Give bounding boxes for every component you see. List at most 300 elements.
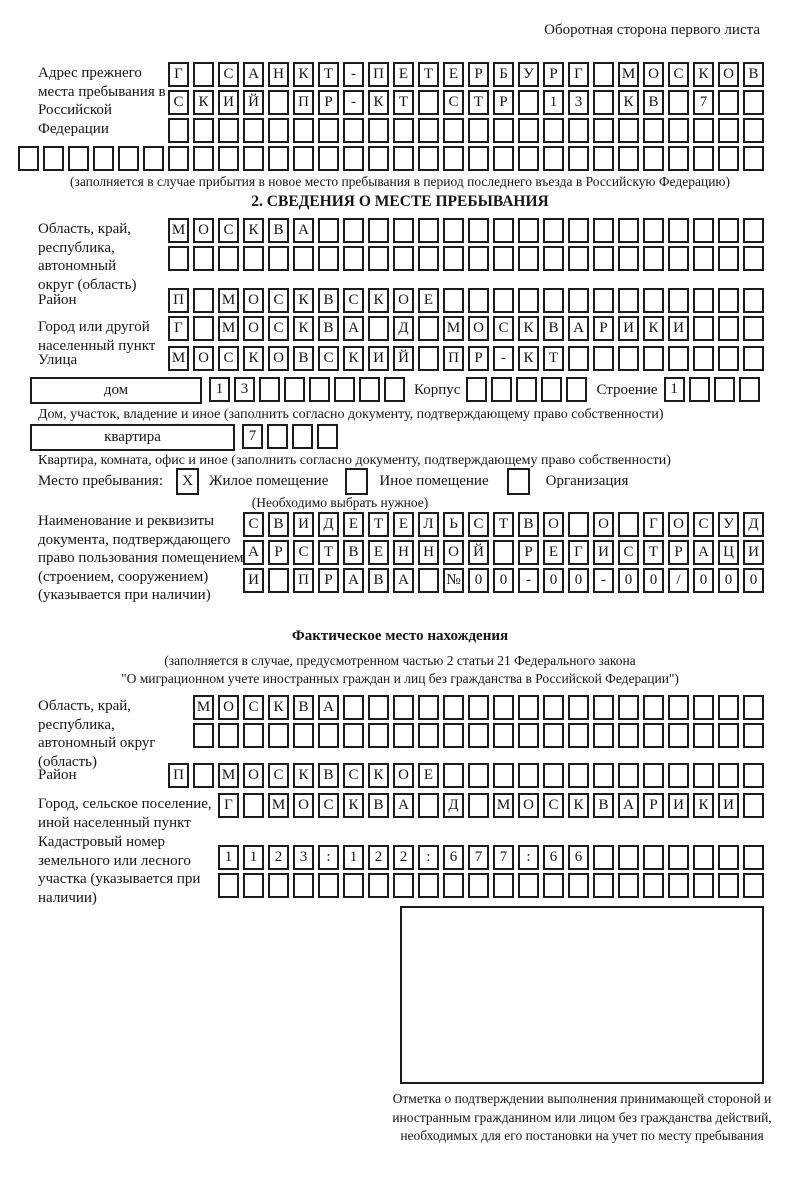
char-box[interactable]: 6 — [543, 845, 564, 870]
char-box[interactable]: Т — [493, 512, 514, 537]
char-box[interactable]: Г — [168, 62, 189, 87]
char-box[interactable]: У — [518, 62, 539, 87]
char-box[interactable] — [493, 723, 514, 748]
char-box[interactable]: - — [343, 62, 364, 87]
char-box[interactable]: 6 — [568, 845, 589, 870]
char-box[interactable]: И — [743, 540, 764, 565]
char-box[interactable] — [293, 246, 314, 271]
char-box[interactable] — [743, 845, 764, 870]
char-box[interactable] — [693, 246, 714, 271]
char-box[interactable] — [343, 118, 364, 143]
char-box[interactable] — [259, 377, 280, 402]
char-box[interactable] — [443, 118, 464, 143]
char-box[interactable]: 1 — [664, 377, 685, 402]
char-box[interactable] — [443, 146, 464, 171]
char-box[interactable]: Г — [568, 62, 589, 87]
char-box[interactable] — [418, 316, 439, 341]
char-box[interactable]: В — [318, 763, 339, 788]
char-box[interactable]: П — [368, 62, 389, 87]
char-box[interactable] — [318, 118, 339, 143]
char-box[interactable]: А — [243, 62, 264, 87]
char-box[interactable] — [543, 723, 564, 748]
char-box[interactable] — [693, 845, 714, 870]
char-box[interactable] — [418, 346, 439, 371]
char-box[interactable]: 3 — [568, 90, 589, 115]
char-box[interactable]: 7 — [242, 424, 263, 449]
char-box[interactable] — [543, 873, 564, 898]
char-box[interactable] — [568, 288, 589, 313]
char-box[interactable]: О — [293, 793, 314, 818]
char-box[interactable] — [518, 118, 539, 143]
char-box[interactable] — [566, 377, 587, 402]
char-box[interactable] — [268, 90, 289, 115]
char-box[interactable] — [268, 568, 289, 593]
char-box[interactable] — [243, 793, 264, 818]
char-box[interactable] — [693, 695, 714, 720]
char-box[interactable] — [468, 218, 489, 243]
char-box[interactable] — [93, 146, 114, 171]
char-box[interactable]: - — [593, 568, 614, 593]
char-box[interactable]: О — [543, 512, 564, 537]
char-box[interactable]: П — [168, 763, 189, 788]
char-box[interactable]: Р — [668, 540, 689, 565]
char-box[interactable] — [493, 540, 514, 565]
char-box[interactable] — [543, 763, 564, 788]
char-box[interactable] — [718, 346, 739, 371]
char-box[interactable] — [643, 723, 664, 748]
char-box[interactable] — [618, 218, 639, 243]
char-box[interactable]: А — [393, 793, 414, 818]
char-box[interactable]: О — [668, 512, 689, 537]
char-box[interactable] — [393, 118, 414, 143]
char-box[interactable] — [293, 146, 314, 171]
char-box[interactable]: Г — [218, 793, 239, 818]
char-box[interactable] — [193, 723, 214, 748]
char-box[interactable] — [368, 723, 389, 748]
char-box[interactable] — [443, 246, 464, 271]
char-box[interactable]: Т — [643, 540, 664, 565]
char-box[interactable]: С — [343, 288, 364, 313]
char-box[interactable] — [493, 118, 514, 143]
char-box[interactable]: Н — [393, 540, 414, 565]
char-box[interactable] — [618, 118, 639, 143]
char-box[interactable] — [739, 377, 760, 402]
char-box[interactable] — [243, 118, 264, 143]
char-box[interactable]: В — [368, 568, 389, 593]
char-box[interactable]: И — [618, 316, 639, 341]
char-box[interactable]: К — [618, 90, 639, 115]
char-box[interactable] — [568, 512, 589, 537]
char-box[interactable]: П — [443, 346, 464, 371]
char-box[interactable]: А — [568, 316, 589, 341]
char-box[interactable] — [668, 146, 689, 171]
char-box[interactable]: Р — [468, 62, 489, 87]
char-box[interactable]: К — [368, 763, 389, 788]
char-box[interactable]: Е — [443, 62, 464, 87]
char-box[interactable]: В — [318, 316, 339, 341]
char-box[interactable]: М — [268, 793, 289, 818]
char-box[interactable] — [643, 346, 664, 371]
char-box[interactable]: А — [343, 568, 364, 593]
char-box[interactable] — [493, 246, 514, 271]
char-box[interactable] — [193, 288, 214, 313]
char-box[interactable] — [643, 288, 664, 313]
char-box[interactable] — [393, 873, 414, 898]
char-box[interactable] — [693, 316, 714, 341]
char-box[interactable]: К — [268, 695, 289, 720]
char-box[interactable] — [468, 118, 489, 143]
char-box[interactable] — [543, 146, 564, 171]
char-box[interactable]: 1 — [243, 845, 264, 870]
char-box[interactable]: К — [343, 346, 364, 371]
char-box[interactable] — [368, 218, 389, 243]
char-box[interactable] — [668, 90, 689, 115]
char-box[interactable] — [693, 218, 714, 243]
char-box[interactable] — [518, 763, 539, 788]
char-box[interactable] — [368, 873, 389, 898]
char-box[interactable]: С — [218, 218, 239, 243]
char-box[interactable]: О — [393, 763, 414, 788]
char-box[interactable] — [718, 218, 739, 243]
char-box[interactable]: П — [168, 288, 189, 313]
char-box[interactable] — [743, 723, 764, 748]
char-box[interactable] — [668, 288, 689, 313]
char-box[interactable] — [468, 695, 489, 720]
char-box[interactable] — [668, 723, 689, 748]
char-box[interactable] — [318, 146, 339, 171]
char-box[interactable]: Р — [318, 568, 339, 593]
char-box[interactable] — [518, 723, 539, 748]
char-box[interactable]: А — [343, 316, 364, 341]
char-box[interactable] — [718, 288, 739, 313]
char-box[interactable]: : — [418, 845, 439, 870]
char-box[interactable] — [593, 90, 614, 115]
char-box[interactable] — [468, 723, 489, 748]
char-box[interactable]: О — [243, 316, 264, 341]
char-box[interactable] — [443, 873, 464, 898]
char-box[interactable] — [593, 346, 614, 371]
char-box[interactable] — [743, 793, 764, 818]
char-box[interactable]: О — [518, 793, 539, 818]
char-box[interactable]: Л — [418, 512, 439, 537]
char-box[interactable]: Д — [743, 512, 764, 537]
char-box[interactable]: С — [618, 540, 639, 565]
char-box[interactable] — [318, 873, 339, 898]
char-box[interactable] — [593, 873, 614, 898]
char-box[interactable]: М — [618, 62, 639, 87]
char-box[interactable]: К — [693, 62, 714, 87]
char-box[interactable]: У — [718, 512, 739, 537]
char-box[interactable]: Т — [368, 512, 389, 537]
char-box[interactable] — [568, 763, 589, 788]
char-box[interactable] — [689, 377, 710, 402]
char-box[interactable]: Р — [268, 540, 289, 565]
char-box[interactable] — [268, 118, 289, 143]
char-box[interactable]: 3 — [234, 377, 255, 402]
char-box[interactable] — [718, 316, 739, 341]
char-box[interactable] — [343, 246, 364, 271]
char-box[interactable] — [168, 146, 189, 171]
char-box[interactable]: 2 — [268, 845, 289, 870]
char-box[interactable]: Е — [543, 540, 564, 565]
char-box[interactable]: Т — [318, 62, 339, 87]
char-box[interactable]: А — [243, 540, 264, 565]
char-box[interactable] — [618, 246, 639, 271]
char-box[interactable]: - — [493, 346, 514, 371]
char-box[interactable]: К — [518, 316, 539, 341]
char-box[interactable] — [568, 146, 589, 171]
char-box[interactable] — [418, 118, 439, 143]
char-box[interactable] — [714, 377, 735, 402]
char-box[interactable]: К — [643, 316, 664, 341]
char-box[interactable] — [493, 695, 514, 720]
char-box[interactable] — [418, 873, 439, 898]
char-box[interactable]: Н — [418, 540, 439, 565]
char-box[interactable] — [718, 118, 739, 143]
char-box[interactable] — [516, 377, 537, 402]
char-box[interactable] — [418, 90, 439, 115]
char-box[interactable]: Г — [568, 540, 589, 565]
char-box[interactable]: № — [443, 568, 464, 593]
char-box[interactable] — [693, 763, 714, 788]
char-box[interactable]: С — [243, 695, 264, 720]
char-box[interactable] — [218, 723, 239, 748]
char-box[interactable]: 3 — [293, 845, 314, 870]
char-box[interactable]: К — [193, 90, 214, 115]
char-box[interactable]: Т — [468, 90, 489, 115]
char-box[interactable] — [309, 377, 330, 402]
char-box[interactable] — [693, 346, 714, 371]
char-box[interactable] — [443, 723, 464, 748]
char-box[interactable]: 1 — [218, 845, 239, 870]
char-box[interactable]: Й — [393, 346, 414, 371]
char-box[interactable] — [343, 218, 364, 243]
char-box[interactable]: В — [343, 540, 364, 565]
char-box[interactable] — [518, 146, 539, 171]
char-box[interactable] — [343, 146, 364, 171]
char-box[interactable] — [743, 763, 764, 788]
house-field-box[interactable]: дом — [30, 377, 202, 404]
char-box[interactable]: С — [693, 512, 714, 537]
char-box[interactable]: О — [393, 288, 414, 313]
char-box[interactable] — [468, 763, 489, 788]
char-box[interactable] — [368, 146, 389, 171]
char-box[interactable] — [68, 146, 89, 171]
char-box[interactable] — [334, 377, 355, 402]
char-box[interactable]: Р — [518, 540, 539, 565]
char-box[interactable] — [618, 873, 639, 898]
char-box[interactable] — [693, 146, 714, 171]
char-box[interactable]: С — [168, 90, 189, 115]
char-box[interactable] — [418, 218, 439, 243]
checkbox-residential[interactable]: X — [176, 468, 199, 495]
char-box[interactable] — [493, 218, 514, 243]
char-box[interactable]: К — [368, 288, 389, 313]
char-box[interactable] — [284, 377, 305, 402]
char-box[interactable] — [193, 118, 214, 143]
char-box[interactable]: 2 — [393, 845, 414, 870]
char-box[interactable] — [718, 146, 739, 171]
char-box[interactable]: К — [343, 793, 364, 818]
char-box[interactable] — [718, 763, 739, 788]
char-box[interactable]: М — [443, 316, 464, 341]
char-box[interactable]: К — [293, 288, 314, 313]
char-box[interactable] — [193, 246, 214, 271]
char-box[interactable]: М — [218, 763, 239, 788]
char-box[interactable]: Е — [368, 540, 389, 565]
char-box[interactable] — [668, 118, 689, 143]
char-box[interactable]: П — [293, 568, 314, 593]
char-box[interactable] — [168, 118, 189, 143]
char-box[interactable]: К — [293, 62, 314, 87]
char-box[interactable] — [293, 118, 314, 143]
char-box[interactable]: О — [193, 218, 214, 243]
char-box[interactable]: К — [368, 90, 389, 115]
char-box[interactable] — [718, 246, 739, 271]
char-box[interactable] — [384, 377, 405, 402]
char-box[interactable] — [643, 695, 664, 720]
char-box[interactable]: И — [593, 540, 614, 565]
char-box[interactable]: 0 — [568, 568, 589, 593]
char-box[interactable] — [268, 246, 289, 271]
char-box[interactable] — [668, 346, 689, 371]
char-box[interactable]: В — [518, 512, 539, 537]
char-box[interactable] — [493, 288, 514, 313]
char-box[interactable] — [568, 218, 589, 243]
char-box[interactable] — [193, 316, 214, 341]
char-box[interactable]: В — [543, 316, 564, 341]
char-box[interactable] — [268, 146, 289, 171]
char-box[interactable] — [643, 146, 664, 171]
char-box[interactable] — [359, 377, 380, 402]
char-box[interactable] — [443, 695, 464, 720]
char-box[interactable]: Р — [643, 793, 664, 818]
char-box[interactable] — [743, 246, 764, 271]
char-box[interactable]: Т — [318, 540, 339, 565]
char-box[interactable]: В — [368, 793, 389, 818]
char-box[interactable]: И — [718, 793, 739, 818]
char-box[interactable]: Д — [443, 793, 464, 818]
char-box[interactable]: 0 — [643, 568, 664, 593]
char-box[interactable] — [668, 218, 689, 243]
char-box[interactable] — [743, 695, 764, 720]
char-box[interactable] — [218, 873, 239, 898]
char-box[interactable] — [743, 346, 764, 371]
char-box[interactable] — [318, 246, 339, 271]
char-box[interactable] — [466, 377, 487, 402]
char-box[interactable] — [493, 146, 514, 171]
char-box[interactable] — [643, 873, 664, 898]
char-box[interactable]: Т — [543, 346, 564, 371]
char-box[interactable]: А — [318, 695, 339, 720]
char-box[interactable]: С — [443, 90, 464, 115]
char-box[interactable] — [518, 288, 539, 313]
char-box[interactable] — [491, 377, 512, 402]
char-box[interactable]: С — [318, 346, 339, 371]
char-box[interactable]: Й — [468, 540, 489, 565]
char-box[interactable] — [618, 512, 639, 537]
char-box[interactable]: Й — [243, 90, 264, 115]
char-box[interactable]: О — [643, 62, 664, 87]
char-box[interactable] — [693, 873, 714, 898]
char-box[interactable] — [568, 723, 589, 748]
char-box[interactable]: В — [318, 288, 339, 313]
char-box[interactable] — [268, 723, 289, 748]
char-box[interactable] — [418, 723, 439, 748]
checkbox-other-premises[interactable] — [345, 468, 368, 495]
char-box[interactable]: В — [268, 218, 289, 243]
char-box[interactable]: И — [668, 793, 689, 818]
char-box[interactable]: С — [493, 316, 514, 341]
char-box[interactable] — [618, 346, 639, 371]
char-box[interactable] — [293, 873, 314, 898]
char-box[interactable] — [468, 288, 489, 313]
char-box[interactable]: М — [218, 288, 239, 313]
char-box[interactable] — [343, 695, 364, 720]
char-box[interactable] — [267, 424, 288, 449]
char-box[interactable] — [618, 763, 639, 788]
char-box[interactable]: О — [593, 512, 614, 537]
char-box[interactable] — [593, 845, 614, 870]
char-box[interactable]: А — [618, 793, 639, 818]
char-box[interactable] — [343, 873, 364, 898]
char-box[interactable] — [718, 695, 739, 720]
char-box[interactable]: О — [268, 346, 289, 371]
char-box[interactable]: М — [218, 316, 239, 341]
char-box[interactable]: С — [243, 512, 264, 537]
char-box[interactable] — [743, 316, 764, 341]
char-box[interactable]: Р — [468, 346, 489, 371]
char-box[interactable] — [743, 218, 764, 243]
char-box[interactable]: 0 — [468, 568, 489, 593]
char-box[interactable] — [668, 695, 689, 720]
char-box[interactable]: 0 — [493, 568, 514, 593]
char-box[interactable]: Р — [543, 62, 564, 87]
char-box[interactable] — [193, 62, 214, 87]
char-box[interactable] — [743, 118, 764, 143]
char-box[interactable] — [493, 873, 514, 898]
char-box[interactable]: 0 — [543, 568, 564, 593]
char-box[interactable] — [493, 763, 514, 788]
char-box[interactable]: И — [668, 316, 689, 341]
char-box[interactable] — [593, 723, 614, 748]
char-box[interactable] — [317, 424, 338, 449]
char-box[interactable]: Е — [393, 512, 414, 537]
char-box[interactable] — [593, 288, 614, 313]
char-box[interactable] — [568, 695, 589, 720]
char-box[interactable]: И — [243, 568, 264, 593]
char-box[interactable] — [593, 118, 614, 143]
char-box[interactable]: А — [293, 218, 314, 243]
char-box[interactable] — [218, 246, 239, 271]
char-box[interactable] — [393, 723, 414, 748]
char-box[interactable] — [668, 246, 689, 271]
char-box[interactable]: 1 — [343, 845, 364, 870]
char-box[interactable]: В — [268, 512, 289, 537]
char-box[interactable] — [643, 763, 664, 788]
char-box[interactable] — [193, 146, 214, 171]
char-box[interactable] — [643, 118, 664, 143]
char-box[interactable] — [218, 118, 239, 143]
char-box[interactable]: Г — [643, 512, 664, 537]
char-box[interactable] — [593, 218, 614, 243]
char-box[interactable] — [243, 873, 264, 898]
char-box[interactable]: Е — [343, 512, 364, 537]
char-box[interactable] — [118, 146, 139, 171]
char-box[interactable] — [318, 723, 339, 748]
char-box[interactable]: Д — [393, 316, 414, 341]
char-box[interactable]: С — [218, 346, 239, 371]
